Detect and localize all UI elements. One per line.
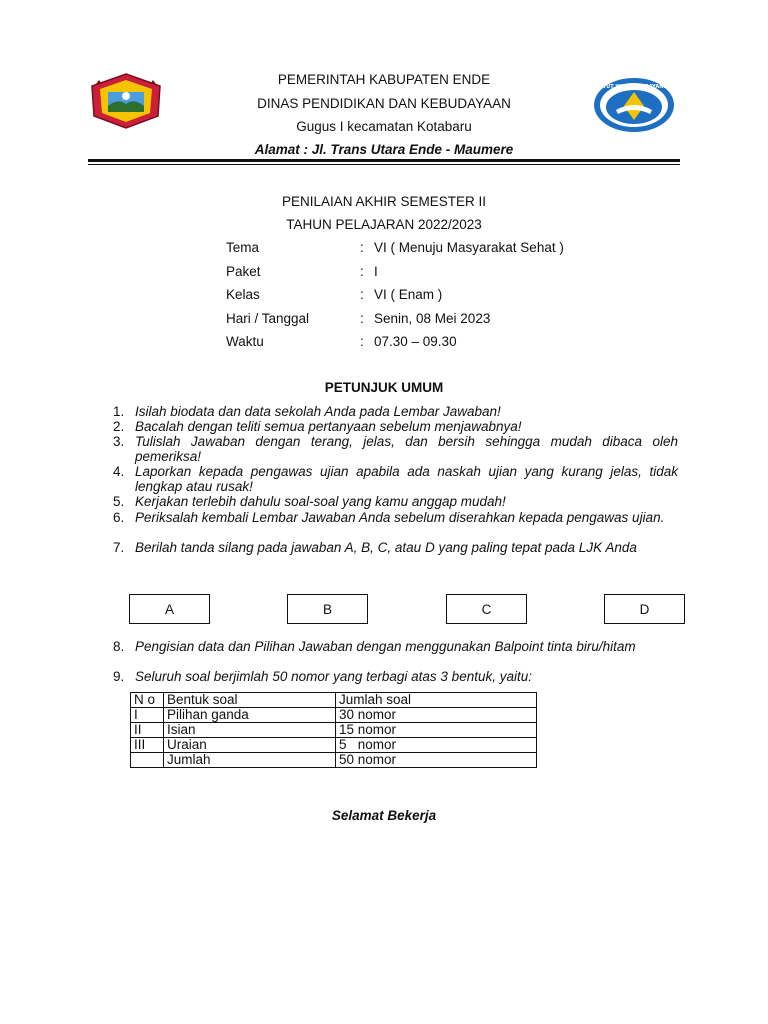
- table-header-cell: Jumlah soal: [336, 693, 537, 708]
- info-key-kelas: Kelas: [226, 287, 260, 302]
- info-sep: :: [360, 334, 364, 349]
- info-key-tema: Tema: [226, 240, 260, 255]
- list-item-text: Laporkan kepada pengawas ujian apabila ada naskah ujian yang kurang jelas, tidak lengkap atau rusak!: [135, 464, 678, 494]
- list-item-text: Periksalah kembali Lembar Jawaban Anda sebelum diserahkan kepada pengawas ujian.: [135, 510, 665, 525]
- table-cell: Isian: [164, 723, 336, 738]
- info-value-tema: VI ( Menuju Masyarakat Sehat ): [374, 240, 564, 255]
- closing-text: Selamat Bekerja: [331, 808, 437, 823]
- header-government: PEMERINTAH KABUPATEN ENDE: [277, 72, 491, 87]
- table-cell: I: [131, 708, 164, 723]
- header-divider-thin: [88, 164, 680, 165]
- info-key-waktu: Waktu: [226, 334, 264, 349]
- list-item-number: 6.: [113, 510, 125, 525]
- list-item-text: Kerjakan terlebih dahulu soal-soal yang kamu anggap mudah!: [135, 494, 506, 509]
- info-value-kelas: VI ( Enam ): [374, 287, 443, 302]
- instructions-heading: PETUNJUK UMUM: [324, 380, 444, 395]
- table-row: [131, 723, 537, 738]
- list-item-number: 3.: [113, 434, 125, 449]
- list-item-text: Isilah biodata dan data sekolah Anda pada Lembar Jawaban!: [135, 404, 501, 419]
- header-cluster: Gugus I kecamatan Kotabaru: [296, 119, 472, 134]
- table-cell: II: [131, 723, 164, 738]
- info-sep: :: [360, 311, 364, 326]
- list-item-text: Bacalah dengan teliti semua pertanyaan sebelum menjawabnya!: [135, 419, 522, 434]
- table-cell: III: [131, 738, 164, 753]
- choice-box-c: C: [446, 594, 527, 624]
- info-key-paket: Paket: [226, 264, 261, 279]
- list-item-number: 2.: [113, 419, 125, 434]
- list-item-text: Tulislah Jawaban dengan terang, jelas, dan bersih sehingga mudah dibaca oleh pemeriksa!: [135, 434, 678, 464]
- list-item-number: 5.: [113, 494, 125, 509]
- table-header-cell: N o: [131, 693, 164, 708]
- list-item-text: Seluruh soal berjimlah 50 nomor yang terbagi atas 3 bentuk, yaitu:: [135, 669, 532, 684]
- list-item-number: 1.: [113, 404, 125, 419]
- info-sep: :: [360, 240, 364, 255]
- logo-motto-text: TUT WURI HANDAYANI: [602, 84, 666, 90]
- table-header-row: [131, 693, 537, 708]
- info-value-paket: I: [374, 264, 378, 279]
- exam-year: TAHUN PELAJARAN 2022/2023: [286, 217, 482, 232]
- table-row: [131, 753, 537, 768]
- choice-box-a: A: [129, 594, 210, 624]
- table-cell: 15 nomor: [336, 723, 537, 738]
- info-value-tanggal: Senin, 08 Mei 2023: [374, 311, 491, 326]
- info-sep: :: [360, 264, 364, 279]
- info-key-tanggal: Hari / Tanggal: [226, 311, 310, 326]
- header-address: Alamat : Jl. Trans Utara Ende - Maumere: [254, 142, 514, 157]
- table-cell: 50 nomor: [336, 753, 537, 768]
- table-cell: Pilihan ganda: [164, 708, 336, 723]
- header-divider-thick: [88, 159, 680, 162]
- list-item-number: 8.: [113, 639, 125, 654]
- table-header-cell: Bentuk soal: [164, 693, 336, 708]
- table-cell: [131, 753, 164, 768]
- table-cell: 5 nomor: [336, 738, 537, 753]
- choice-box-b: B: [287, 594, 368, 624]
- choice-box-d: D: [604, 594, 685, 624]
- table-cell: Uraian: [164, 738, 336, 753]
- info-sep: :: [360, 287, 364, 302]
- question-distribution-table: [130, 692, 537, 768]
- list-item-number: 4.: [113, 464, 125, 479]
- table-cell: Jumlah: [164, 753, 336, 768]
- list-item-text: Berilah tanda silang pada jawaban A, B, C, atau D yang paling tepat pada LJK Anda: [135, 540, 637, 555]
- list-item-number: 9.: [113, 669, 125, 684]
- header-department: DINAS PENDIDIKAN DAN KEBUDAYAAN: [257, 96, 511, 111]
- info-value-waktu: 07.30 – 09.30: [374, 334, 457, 349]
- table-row: [131, 738, 537, 753]
- exam-title: PENILAIAN AKHIR SEMESTER II: [281, 194, 487, 209]
- table-row: [131, 708, 537, 723]
- table-cell: 30 nomor: [336, 708, 537, 723]
- list-item-text: Pengisian data dan Pilihan Jawaban dengan menggunakan Balpoint tinta biru/hitam: [135, 639, 636, 654]
- list-item-number: 7.: [113, 540, 125, 555]
